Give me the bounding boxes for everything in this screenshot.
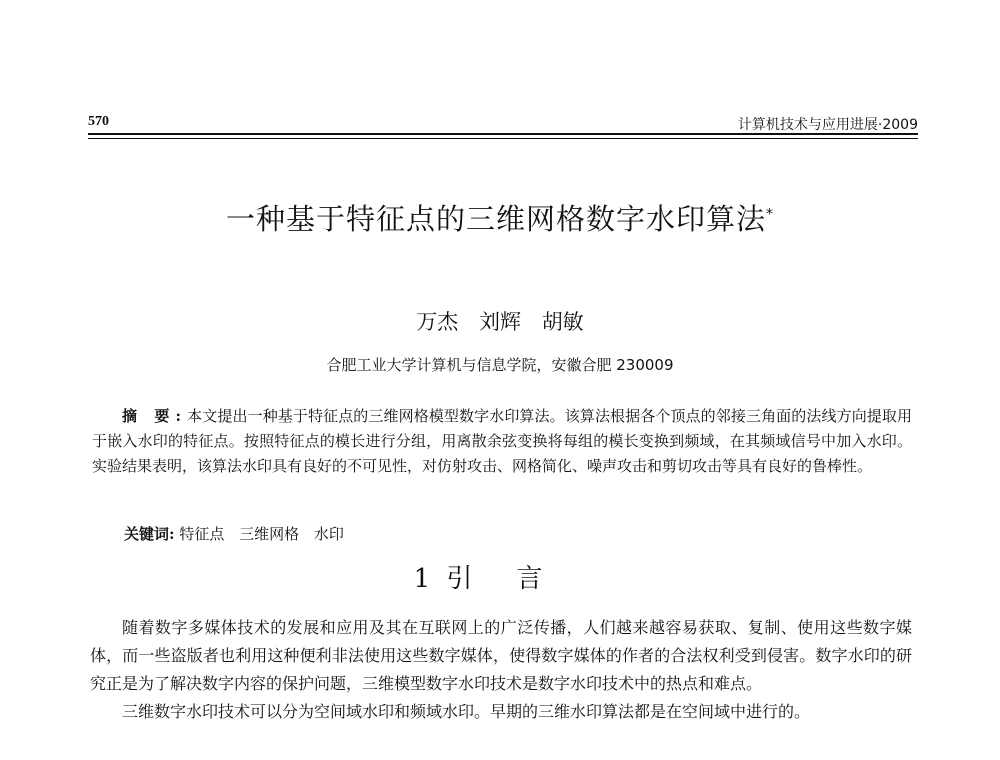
page-number: 570 <box>88 114 109 129</box>
author-name: 刘辉 <box>479 310 521 334</box>
section-heading <box>0 558 1000 595</box>
abstract-label: 摘 要: <box>122 407 188 425</box>
header-rule-thin <box>88 138 918 139</box>
keywords-label: 关键词: <box>124 525 175 543</box>
body-text <box>90 614 912 726</box>
section-title: 引言 <box>446 564 587 594</box>
keyword: 水印 <box>313 525 344 543</box>
author-list <box>0 306 1000 336</box>
section-number: 1 <box>413 564 431 594</box>
author-name: 胡敏 <box>541 310 584 334</box>
paper-title <box>0 197 1000 238</box>
body-paragraph: 随着数字多媒体技术的发展和应用及其在互联网上的广泛传播，人们越来越容易获取、复制、使用这些数字媒体，而一些盗版者也利用这种便利非法使用这些数字媒体，使得数字媒体的作者的合法权利受到侵害。数字水印的研究正是为了解决数字内容的保护问题，三维模型数字水印技术是数字水印技术中的热点和难点。 <box>90 618 912 693</box>
keyword: 三维网格 <box>239 525 300 543</box>
header-rule-thick <box>88 133 918 135</box>
body-paragraph: 三维数字水印技术可以分为空间域水印和频域水印。早期的三维水印算法都是在空间域中进行的。 <box>122 702 811 721</box>
abstract <box>92 404 912 479</box>
abstract-text: 本文提出一种基于特征点的三维网格模型数字水印算法。该算法根据各个顶点的邻接三角面的法线方向提取用于嵌入水印的特征点。按照特征点的模长进行分组，用离散余弦变换将每组的模长变换到频域，在其频域信号中加入水印。实验结果表明，该算法水印具有良好的不可见性，对仿射攻击、网格简化、噪声攻击和剪切攻击等具有良好的鲁棒性。 <box>92 407 912 475</box>
paper-title-text: 一种基于特征点的三维网格数字水印算法 <box>225 202 766 236</box>
title-footnote-mark: * <box>766 206 774 223</box>
journal-name: 计算机技术与应用进展·2009 <box>737 117 918 133</box>
running-header <box>88 110 918 132</box>
keyword: 特征点 <box>179 525 225 543</box>
keywords <box>124 523 354 544</box>
author-name: 万杰 <box>416 310 459 334</box>
affiliation: 合肥工业大学计算机与信息学院，安徽合肥 230009 <box>326 356 674 374</box>
